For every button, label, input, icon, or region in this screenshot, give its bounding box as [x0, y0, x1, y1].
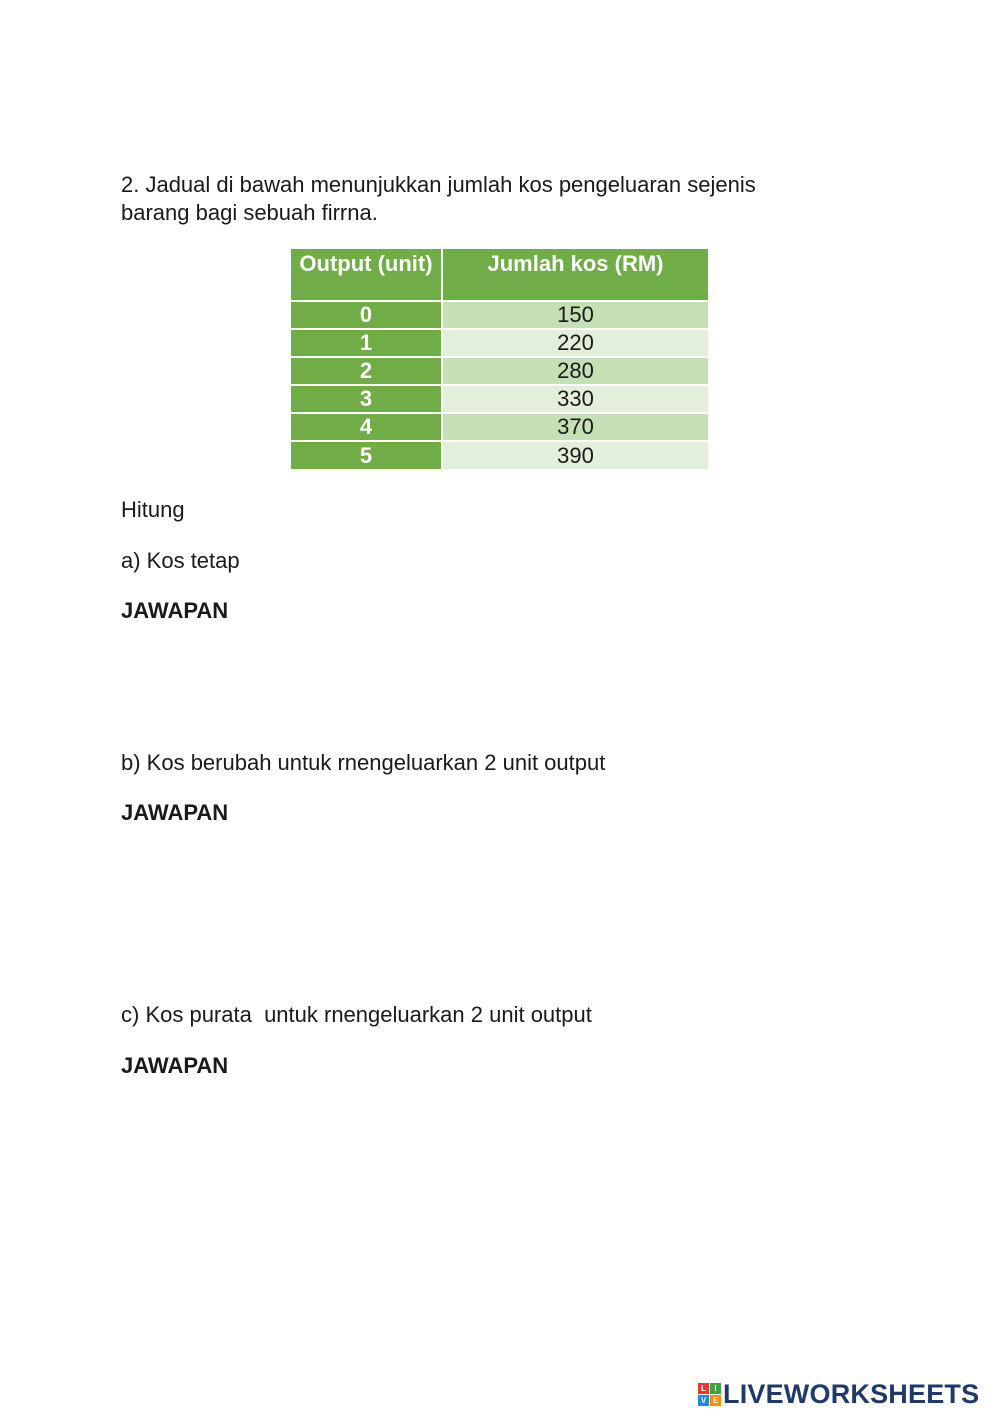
- table-row: [291, 441, 708, 469]
- logo-letter-i: I: [710, 1383, 721, 1394]
- cell-total-cost: 220: [442, 329, 708, 357]
- cell-output: 5: [291, 441, 442, 469]
- cell-total-cost: 390: [442, 441, 708, 469]
- part-a-prompt: a) Kos tetap: [121, 548, 240, 573]
- question-line-2: barang bagi sebuah firrna.: [121, 200, 378, 225]
- cell-total-cost: 280: [442, 357, 708, 385]
- cell-output: 3: [291, 385, 442, 413]
- liveworksheets-brand: [698, 1376, 979, 1412]
- logo-letter-v: V: [698, 1395, 709, 1406]
- part-b-prompt: b) Kos berubah untuk rnengeluarkan 2 unit output: [121, 750, 606, 775]
- logo-letter-e: E: [710, 1395, 721, 1406]
- brand-wordmark: LIVEWORKSHEETS: [723, 1378, 980, 1409]
- cell-total-cost: 370: [442, 413, 708, 441]
- table-row: [291, 357, 708, 385]
- header-output: Output (unit): [291, 249, 442, 301]
- logo-letter-l: L: [698, 1383, 709, 1394]
- part-c-answer-label: JAWAPAN: [121, 1053, 229, 1078]
- question-line-1: 2. Jadual di bawah menunjukkan jumlah kos pengeluaran sejenis: [121, 172, 756, 197]
- header-total-cost: Jumlah kos (RM): [442, 249, 708, 301]
- table-row: [291, 329, 708, 357]
- cell-output: 0: [291, 301, 442, 329]
- cost-table: [291, 249, 708, 469]
- liveworksheets-logo-icon: [698, 1383, 721, 1406]
- part-c-prompt: c) Kos purata untuk rnengeluarkan 2 unit output: [121, 1002, 592, 1027]
- table-row: [291, 413, 708, 441]
- table-row: [291, 385, 708, 413]
- cell-total-cost: 330: [442, 385, 708, 413]
- question-text: [121, 171, 821, 227]
- cell-output: 4: [291, 413, 442, 441]
- cell-total-cost: 150: [442, 301, 708, 329]
- instruction-text: Hitung: [121, 497, 185, 522]
- cell-output: 1: [291, 329, 442, 357]
- table-row: [291, 301, 708, 329]
- table-header-row: [291, 249, 708, 301]
- part-a-answer-label: JAWAPAN: [121, 598, 229, 623]
- cell-output: 2: [291, 357, 442, 385]
- part-b-answer-label: JAWAPAN: [121, 800, 229, 825]
